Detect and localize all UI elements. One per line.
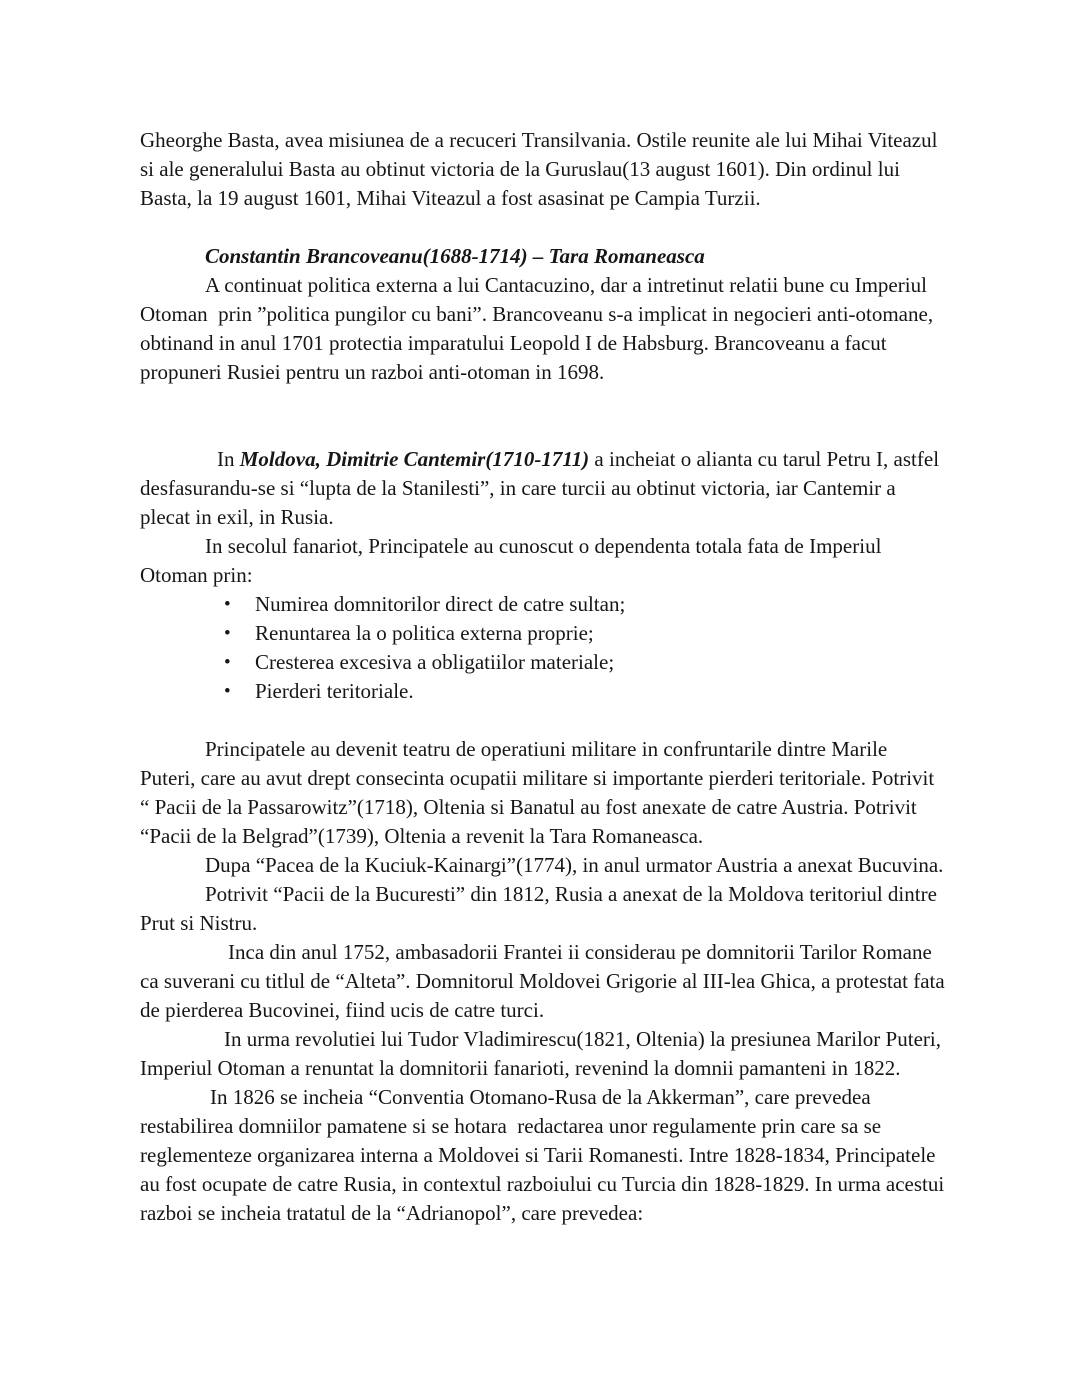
text-run: Potrivit “Pacii de la Bucuresti” din 1812, Rusia a anexat de la Moldova teritoriul dintre Prut si Nistru.	[140, 882, 943, 935]
list-item	[140, 677, 946, 706]
paragraph	[140, 938, 950, 1025]
text-run: Principatele au devenit teatru de operatiuni militare in confruntarile dintre Marile Puteri, care au avut drept consecinta ocupatii militare si importante pierderi teritoriale. Potrivit “ Pacii de la Passarowitz”(1718), Oltenia si Banatul au fost anexate de catre Austria. Potrivit “Pacii de la Belgrad”(1739), Oltenia a revenit la Tara Romaneasca.	[140, 737, 940, 848]
paragraph	[140, 271, 946, 387]
list-item-text: Renuntarea la o politica externa proprie;	[255, 621, 594, 645]
text-run: Inca din anul 1752, ambasadorii Frantei ii considerau pe domnitorii Tarilor Romane ca suverani cu titlul de “Alteta”. Domnitorul Moldovei Grigorie al III-lea Ghica, a protestat fata de pierderea Bucovinei, fiind ucis de catre turci.	[140, 940, 950, 1022]
paragraph	[140, 1083, 950, 1228]
text-run: Dupa “Pacea de la Kuciuk-Kainargi”(1774), in anul urmator Austria a anexat Bucuvina.	[205, 853, 944, 877]
bullet-list	[140, 590, 946, 706]
blank-line	[140, 706, 946, 735]
paragraph	[140, 1025, 946, 1083]
document-content	[140, 126, 950, 1228]
paragraph	[140, 532, 946, 590]
text-run: a incheiat o alianta cu tarul Petru I, astfel desfasurandu-se si “lupta de la Stanilesti”, in care turcii au obtinut victoria, iar Cantemir a plecat in exil, in Rusia.	[140, 447, 945, 529]
text-run: In urma revolutiei lui Tudor Vladimirescu(1821, Oltenia) la presiunea Marilor Puteri, Imperiul Otoman a renuntat la domnitorii fanarioti, revenind la domnii pamanteni in 1822.	[140, 1027, 947, 1080]
blank-line	[140, 213, 946, 242]
text-run: In secolul fanariot, Principatele au cunoscut o dependenta totala fata de Imperiul Otoman prin:	[140, 534, 887, 587]
list-item-text: Numirea domnitorilor direct de catre sultan;	[255, 592, 626, 616]
list-item-text: Cresterea excesiva a obligatiilor materiale;	[255, 650, 615, 674]
bullet-icon: •	[224, 623, 231, 644]
text-run: A continuat politica externa a lui Cantacuzino, dar a intretinut relatii bune cu Imperiul Otoman prin ”politica pungilor cu bani”. Brancoveanu s-a implicat in negocieri anti-otomane, obtinand in anul 1701 protectia imparatului Leopold I de Habsburg. Brancoveanu a facut propuneri Rusiei pentru un razboi anti-otoman in 1698.	[140, 273, 939, 384]
paragraph	[140, 851, 946, 880]
text-run: Moldova, Dimitrie Cantemir(1710-1711)	[239, 447, 590, 471]
text-run: In 1826 se incheia “Conventia Otomano-Rusa de la Akkerman”, care prevedea restabilirea domniilor pamatene si se hotara redactarea unor regulamente prin care sa se reglementeze organizarea interna a Moldovei si Tarii Romanesti. Intre 1828-1834, Principatele au fost ocupate de catre Rusia, in contextul razboiului cu Turcia din 1828-1829. In urma acestui razboi se incheia tratatul de la “Adrianopol”, care prevedea:	[140, 1085, 950, 1225]
bullet-icon: •	[224, 652, 231, 673]
bullet-icon: •	[224, 681, 231, 702]
bullet-icon: •	[224, 594, 231, 615]
section-heading	[140, 242, 946, 271]
paragraph	[140, 445, 946, 532]
text-run: In	[217, 447, 240, 471]
list-item	[140, 590, 946, 619]
list-item-text: Pierderi teritoriale.	[255, 679, 414, 703]
paragraph	[140, 735, 946, 851]
text-run: Gheorghe Basta, avea misiunea de a recuceri Transilvania. Ostile reunite ale lui Mihai Viteazul si ale generalului Basta au obtinut victoria de la Guruslau(13 august 1601). Din ordinul lui Basta, la 19 august 1601, Mihai Viteazul a fost asasinat pe Campia Turzii.	[140, 128, 943, 210]
text-run: Constantin Brancoveanu(1688-1714) – Tara Romaneasca	[205, 244, 705, 268]
list-item	[140, 619, 946, 648]
paragraph	[140, 126, 946, 213]
blank-line	[140, 387, 946, 445]
paragraph	[140, 880, 946, 938]
list-item	[140, 648, 946, 677]
